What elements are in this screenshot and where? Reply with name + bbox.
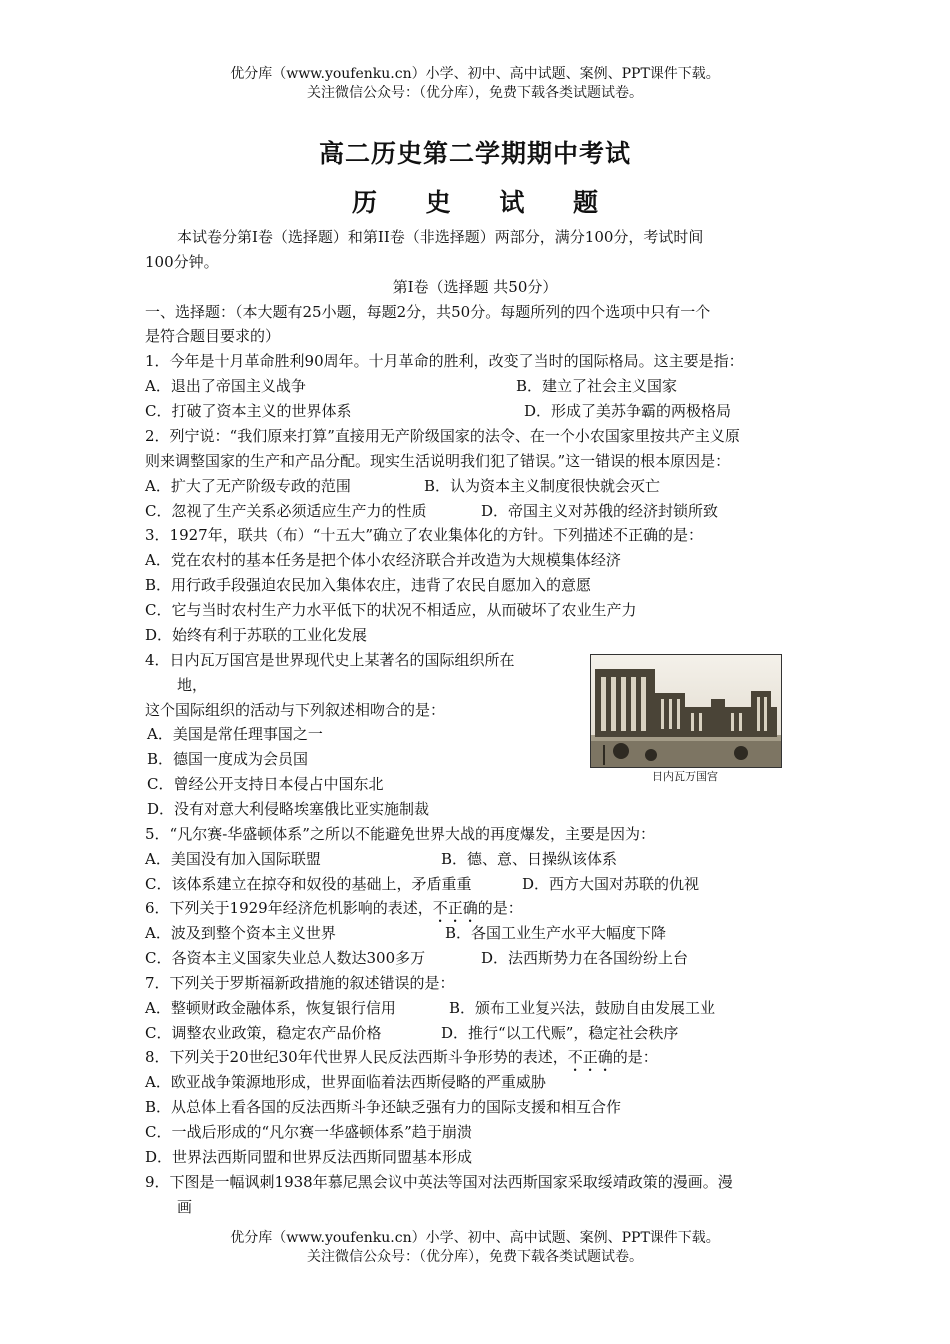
intro-line-2: 100分钟。 [145,253,219,271]
q7-option-b: B．颁布工业复兴法，鼓励自由发展工业 [449,999,716,1017]
q8-option-a: A．欧亚战争策源地形成，世界面临着法西斯侵略的严重威胁 [145,1073,546,1091]
q8-stem-pre: 8．下列关于20世纪30年代世界人民反法西斯斗争形势的表述， [145,1048,568,1066]
instructions-line-2: 是符合题目要求的） [145,327,281,345]
header-line-2: 关注微信公众号：（优分库），免费下载各类试题试卷。 [307,85,643,101]
q6-stem-post: 的是： [477,899,523,917]
q5-option-d: D．西方大国对苏联的仇视 [522,875,700,893]
q7-option-c: C．调整农业政策，稳定农产品价格 [145,1024,382,1042]
intro-line-1: 本试卷分第Ⅰ卷（选择题）和第II卷（非选择题）两部分，满分100分，考试时间 [177,228,704,246]
q7-stem: 7．下列关于罗斯福新政措施的叙述错误的是： [145,974,455,992]
section-title: 第Ⅰ卷（选择题 共50分） [392,278,558,296]
q5-option-b: B．德、意、日操纵该体系 [441,850,618,868]
q1-stem: 1．今年是十月革命胜利90周年。十月革命的胜利，改变了当时的国际格局。这主要是指： [145,352,744,370]
q2-stem-line-2: 则来调整国家的生产和产品分配。现实生活说明我们犯了错误。”这一错误的根本原因是： [145,452,731,470]
footer-line-1: 优分库（www.youfenku.cn）小学、初中、高中试题、案例、PPT课件下载。 [230,1230,720,1246]
q3-stem: 3．1927年，联共（布）“十五大”确立了农业集体化的方针。下列描述不正确的是： [145,526,704,544]
q2-option-d: D．帝国主义对苏俄的经济封锁所致 [481,502,719,520]
q8-option-c: C．一战后形成的“凡尔赛一华盛顿体系”趋于崩溃 [145,1123,472,1141]
page-subtitle: 历 史 试 题 [351,188,619,217]
q9-stem-line-1: 9．下图是一幅讽刺1938年慕尼黑会议中英法等国对法西斯国家采取绥靖政策的漫画。漫 [145,1173,733,1191]
instructions-line-1: 一、选择题：（本大题有25小题，每题2分，共50分。每题所列的四个选项中只有一个 [145,303,711,321]
q2-option-c: C．忽视了生产关系必须适应生产力的性质 [145,502,427,520]
q6-option-d: D．法西斯势力在各国纷纷上台 [481,949,689,967]
q6-stem-emphasis: 不正确 [432,899,478,917]
q1-option-d: D．形成了美苏争霸的两极格局 [524,402,732,420]
palais-des-nations-photo [590,654,782,768]
q5-option-c: C．该体系建立在掠夺和奴役的基础上，矛盾重重 [145,875,472,893]
page-title: 高二历史第二学期期中考试 [318,139,631,168]
q2-option-a: A．扩大了无产阶级专政的范围 [145,477,351,495]
q8-option-b: B．从总体上看各国的反法西斯斗争还缺乏强有力的国际支援和相互合作 [145,1098,622,1116]
q6-stem [145,898,523,926]
q4-option-a: A．美国是常任理事国之一 [147,725,323,743]
q1-option-a: A．退出了帝国主义战争 [145,377,306,395]
q4-stem-line-2: 地， [177,676,208,694]
q5-stem: 5．“凡尔赛-华盛顿体系”之所以不能避免世界大战的再度爆发，主要是因为： [145,825,655,843]
q3-option-d: D．始终有利于苏联的工业化发展 [145,626,368,644]
q5-option-a: A．美国没有加入国际联盟 [145,850,321,868]
photo-caption: 日内瓦万国宫 [652,770,718,783]
q6-stem-pre: 6．下列关于1929年经济危机影响的表述， [145,899,433,917]
q3-option-c: C．它与当时农村生产力水平低下的状况不相适应，从而破坏了农业生产力 [145,601,637,619]
q6-option-b: B．各国工业生产水平大幅度下降 [445,924,667,942]
q3-option-a: A．党在农村的基本任务是把个体小农经济联合并改造为大规模集体经济 [145,551,621,569]
q7-option-d: D．推行“以工代赈”，稳定社会秩序 [441,1024,679,1042]
q3-option-b: B．用行政手段强迫农民加入集体农庄，违背了农民自愿加入的意愿 [145,576,592,594]
q8-stem-post: 的是： [612,1048,658,1066]
q6-option-a: A．波及到整个资本主义世界 [145,924,336,942]
q8-stem-emphasis: 不正确 [567,1048,613,1066]
q4-option-c: C．曾经公开支持日本侵占中国东北 [147,775,384,793]
q2-option-b: B．认为资本主义制度很快就会灭亡 [424,477,661,495]
q8-stem [145,1047,658,1075]
q1-option-b: B．建立了社会主义国家 [516,377,678,395]
footer-line-2: 关注微信公众号：（优分库），免费下载各类试题试卷。 [307,1249,643,1265]
q9-stem-line-2: 画 [177,1198,193,1216]
q8-option-d: D．世界法西斯同盟和世界反法西斯同盟基本形成 [145,1148,473,1166]
q4-option-d: D．没有对意大利侵略埃塞俄比亚实施制裁 [147,800,430,818]
q1-option-c: C．打破了资本主义的世界体系 [145,402,352,420]
q7-option-a: A．整顿财政金融体系，恢复银行信用 [145,999,396,1017]
q6-option-c: C．各资本主义国家失业总人数达300多万 [145,949,426,967]
q4-stem-line-1: 4．日内瓦万国宫是世界现代史上某著名的国际组织所在 [145,651,515,669]
q2-stem-line-1: 2．列宁说：“我们原来打算”直接用无产阶级国家的法令、在一个小农国家里按共产主义原 [145,427,740,445]
q4-option-b: B．德国一度成为会员国 [147,750,309,768]
header-line-1: 优分库（www.youfenku.cn）小学、初中、高中试题、案例、PPT课件下载。 [230,66,720,82]
q4-stem-line-3: 这个国际组织的活动与下列叙述相吻合的是： [145,701,446,719]
